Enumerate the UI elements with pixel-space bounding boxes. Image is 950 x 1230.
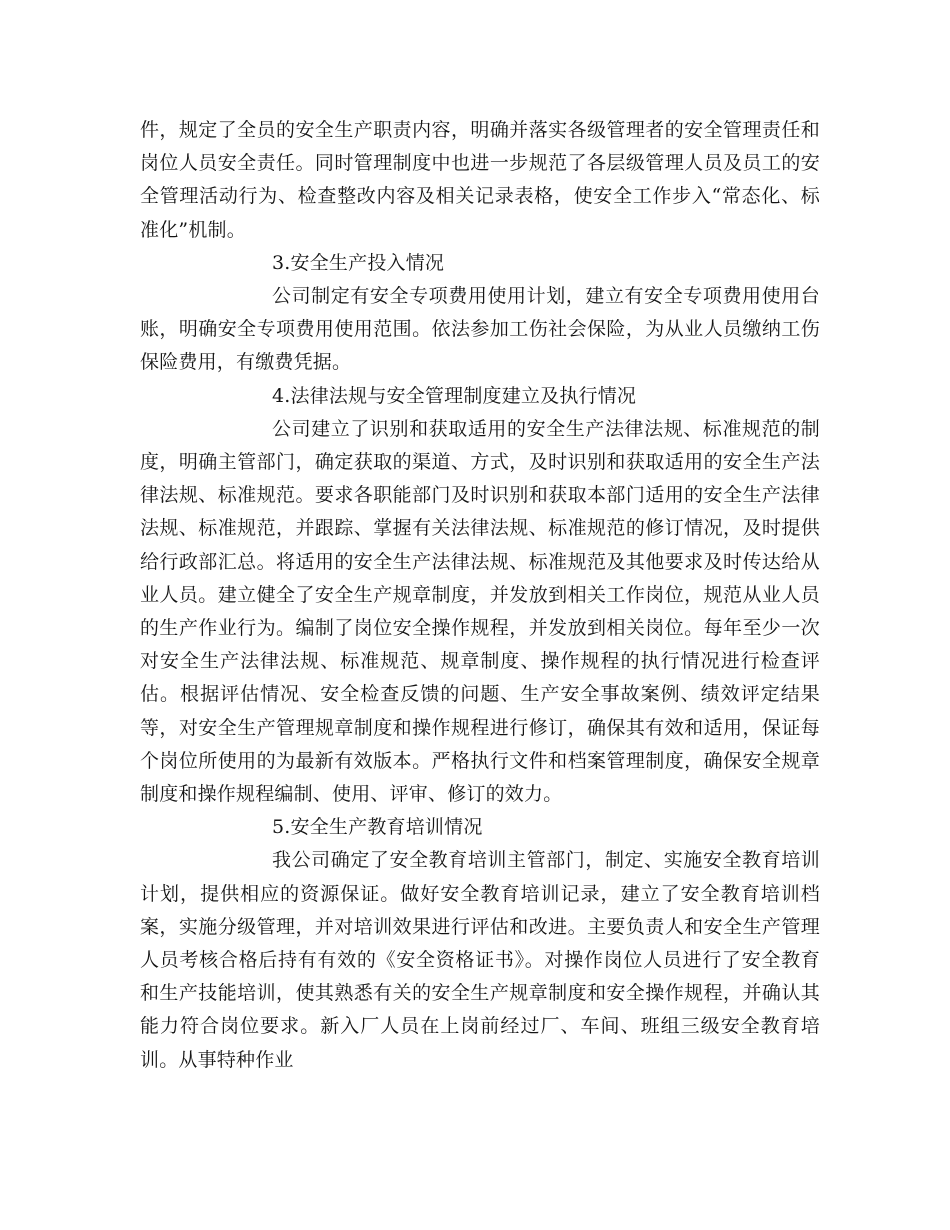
paragraph-safety-investment: 公司制定有安全专项费用使用计划，建立有安全专项费用使用台账，明确安全专项费用使用范围。依法参加工伤社会保险，为从业人员缴纳工伤保险费用，有缴费凭据。: [140, 285, 820, 374]
section-heading-education-training: 5.安全生产教育培训情况: [272, 816, 483, 839]
paragraph-safety-responsibility: 件，规定了全员的安全生产职责内容，明确并落实各级管理者的安全管理责任和岗位人员安全责任。同时管理制度中也进一步规范了各层级管理人员及员工的安全管理活动行为、检查整改内容及相关记录表格，使安全工作步入“常态化、标准化”机制。: [140, 119, 820, 241]
section-heading-laws-regulations: 4.法律法规与安全管理制度建立及执行情况: [272, 384, 637, 407]
section-heading-safety-investment: 3.安全生产投入情况: [272, 251, 445, 274]
document-body: [140, 114, 820, 1077]
paragraph-education-training: 我公司确定了安全教育培训主管部门，制定、实施安全教育培训计划，提供相应的资源保证。做好安全教育培训记录，建立了安全教育培训档案，实施分级管理，并对培训效果进行评估和改进。主要负责人和安全生产管理人员考核合格后持有有效的《安全资格证书》。对操作岗位人员进行了安全教育和生产技能培训，使其熟悉有关的安全生产规章制度和安全操作规程，并确认其能力符合岗位要求。新入厂人员在上岗前经过厂、车间、班组三级安全教育培训。从事特种作业: [140, 849, 820, 1071]
paragraph-laws-regulations: 公司建立了识别和获取适用的安全生产法律法规、标准规范的制度，明确主管部门，确定获取的渠道、方式，及时识别和获取适用的安全生产法律法规、标准规范。要求各职能部门及时识别和获取本部门适用的安全生产法律法规、标准规范，并跟踪、掌握有关法律法规、标准规范的修订情况，及时提供给行政部汇总。将适用的安全生产法律法规、标准规范及其他要求及时传达给从业人员。建立健全了安全生产规章制度，并发放到相关工作岗位，规范从业人员的生产作业行为。编制了岗位安全操作规程，并发放到相关岗位。每年至少一次对安全生产法律法规、标准规范、规章制度、操作规程的执行情况进行检查评估。根据评估情况、安全检查反馈的问题、生产安全事故案例、绩效评定结果等，对安全生产管理规章制度和操作规程进行修订，确保其有效和适用，保证每个岗位所使用的为最新有效版本。严格执行文件和档案管理制度，确保安全规章制度和操作规程编制、使用、评审、修订的效力。: [140, 417, 820, 806]
